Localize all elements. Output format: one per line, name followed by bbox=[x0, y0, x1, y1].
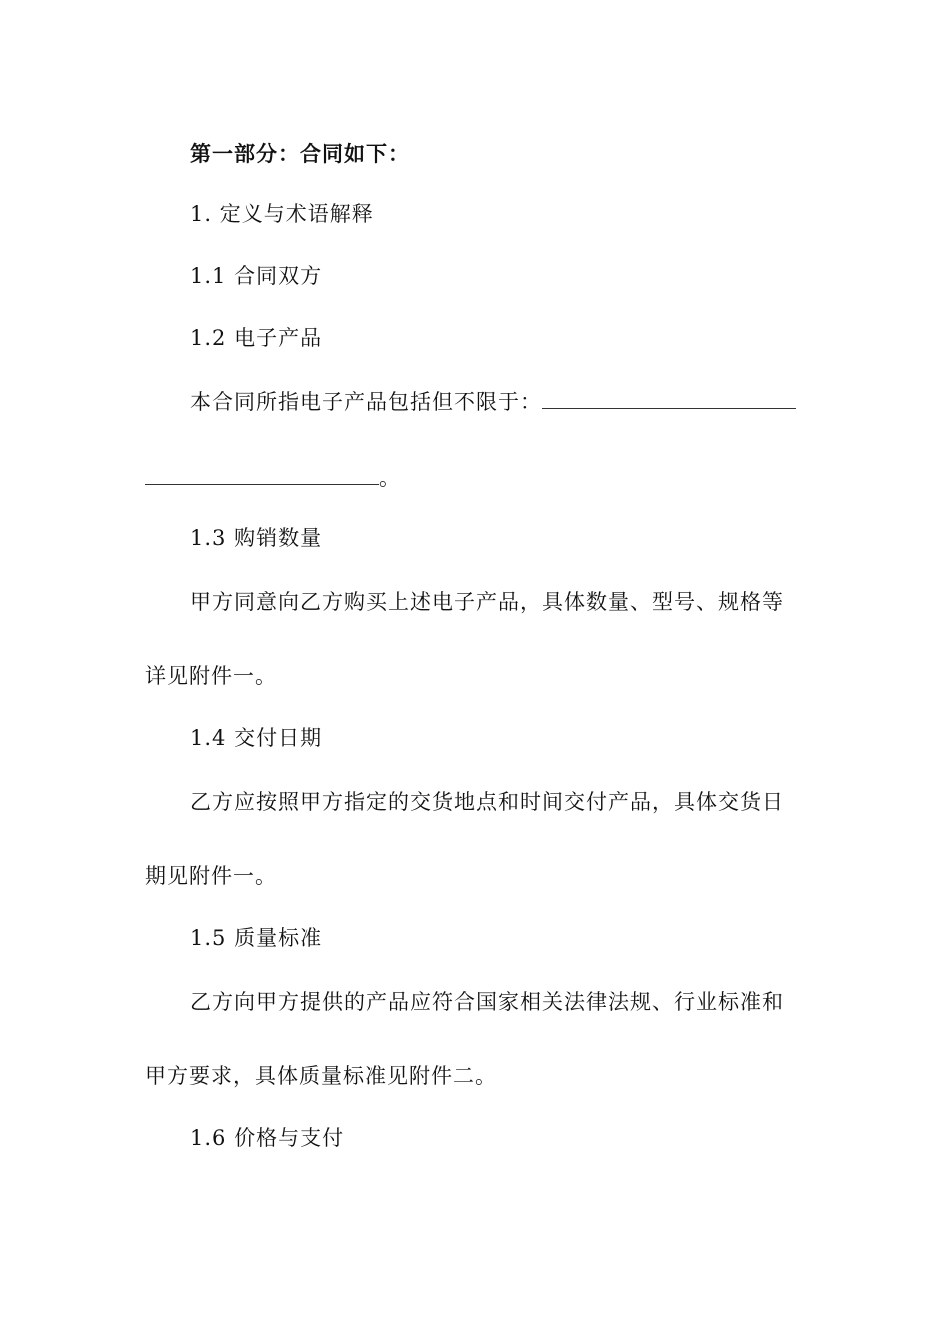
delivery-paragraph-line1: 乙方应按照甲方指定的交货地点和时间交付产品，具体交货日 bbox=[190, 790, 784, 814]
products-paragraph-line2 bbox=[145, 464, 401, 492]
clause-1-4-title: 1.4 交付日期 bbox=[190, 726, 323, 750]
products-blank-line-1 bbox=[542, 388, 796, 409]
clause-1-3-title: 1.3 购销数量 bbox=[190, 526, 323, 550]
products-blank-line-2 bbox=[145, 464, 379, 485]
delivery-paragraph-line2: 期见附件一。 bbox=[145, 864, 277, 888]
clause-1-2-title: 1.2 电子产品 bbox=[190, 326, 323, 350]
products-paragraph-end: 。 bbox=[379, 466, 401, 490]
products-paragraph-line1 bbox=[190, 388, 796, 416]
clause-1-6-title: 1.6 价格与支付 bbox=[190, 1126, 345, 1150]
products-paragraph-text: 本合同所指电子产品包括但不限于： bbox=[190, 390, 542, 414]
clause-1-1-title: 1.1 合同双方 bbox=[190, 264, 323, 288]
section-heading: 第一部分：合同如下： bbox=[190, 141, 410, 166]
quality-paragraph-line1: 乙方向甲方提供的产品应符合国家相关法律法规、行业标准和 bbox=[190, 990, 784, 1014]
quality-paragraph-line2: 甲方要求，具体质量标准见附件二。 bbox=[145, 1064, 497, 1088]
quantity-paragraph-line2: 详见附件一。 bbox=[145, 664, 277, 688]
quantity-paragraph-line1: 甲方同意向乙方购买上述电子产品，具体数量、型号、规格等 bbox=[190, 590, 784, 614]
clause-1-title: 1. 定义与术语解释 bbox=[190, 202, 374, 226]
clause-1-5-title: 1.5 质量标准 bbox=[190, 926, 323, 950]
